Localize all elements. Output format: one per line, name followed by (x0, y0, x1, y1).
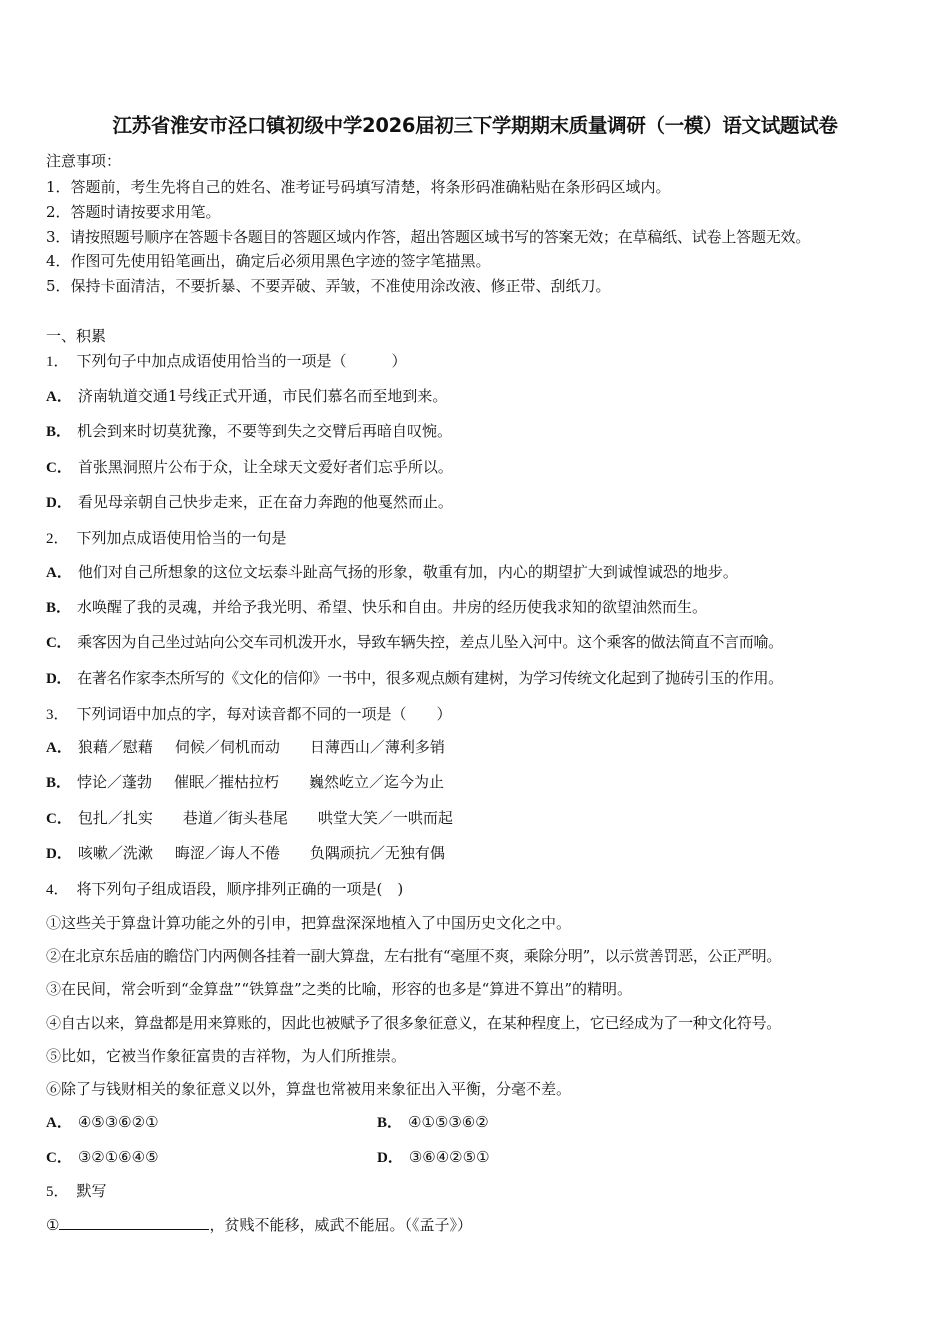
option-d (46, 492, 453, 513)
option-a (46, 737, 445, 758)
option-label: B． (46, 600, 72, 616)
option-text: 看见母亲朝自己快步走来，正在奋力奔跑的他戛然而止。 (77, 493, 453, 511)
notice-heading: 注意事项： (46, 152, 122, 170)
question-text: 下列句子中加点成语使用恰当的一项是（ ） (76, 352, 407, 370)
option-text: 济南轨道交通1号线正式开通，市民们慕名而至地到来。 (77, 387, 448, 405)
notice-item: 3．请按照题号顺序在答题卡各题目的答题区域内作答，超出答题区域书写的答案无效；在草稿纸、试卷上答题无效。 (46, 228, 811, 246)
question-stem (46, 1181, 107, 1202)
option-label: D． (46, 495, 72, 511)
option-a (46, 1112, 159, 1133)
question-number: 5． (46, 1184, 69, 1200)
question-stem (46, 704, 452, 725)
option-c (46, 632, 783, 653)
sentence: ②在北京东岳庙的瞻岱门内两侧各挂着一副大算盘，左右批有“毫厘不爽，乘除分明”，以示赏善罚恶，公正严明。 (46, 947, 782, 965)
option-a (46, 386, 447, 407)
option-part: 哄堂大笑／一哄而起 (317, 809, 453, 827)
option-text: 在著名作家李杰所写的《文化的信仰》一书中，很多观点颇有建树，为学习传统文化起到了抛砖引玉的作用。 (77, 669, 783, 687)
option-label: C． (46, 460, 72, 476)
option-label: B． (377, 1115, 403, 1131)
option-text: ④⑤③⑥②① (77, 1113, 159, 1131)
option-b (46, 421, 452, 442)
option-label: A． (46, 389, 72, 405)
option-text: ④①⑤③⑥② (408, 1113, 489, 1131)
fill-blank[interactable] (59, 1214, 209, 1230)
sentence: ①这些关于算盘计算功能之外的引申，把算盘深深地植入了中国历史文化之中。 (46, 914, 572, 932)
option-text: ③⑥④②⑤① (408, 1148, 490, 1166)
option-label: D． (46, 846, 72, 862)
option-b (46, 597, 707, 618)
page-title: 江苏省淮安市泾口镇初级中学2026届初三下学期期末质量调研（一模）语文试题试卷 (112, 114, 838, 137)
sentence: ⑤比如，它被当作象征富贵的吉祥物，为人们所推崇。 (46, 1047, 407, 1065)
option-text: ③②①⑥④⑤ (77, 1148, 159, 1166)
question-text: 下列加点成语使用恰当的一句是 (76, 529, 287, 547)
option-c (46, 808, 453, 829)
option-part: 咳嗽／洗漱 (77, 844, 153, 862)
question-text: 默写 (76, 1182, 107, 1200)
option-part: 包扎／扎实 (77, 809, 153, 827)
option-part: 晦涩／诲人不倦 (174, 844, 280, 862)
option-text: 机会到来时切莫犹豫，不要等到失之交臂后再暗自叹惋。 (77, 422, 453, 440)
option-label: C． (46, 1150, 72, 1166)
question-stem (46, 528, 287, 549)
option-part: 巷道／街头巷尾 (182, 809, 288, 827)
option-label: C． (46, 811, 72, 827)
sentence: ⑥除了与钱财相关的象征意义以外，算盘也常被用来象征出入平衡，分毫不差。 (46, 1080, 572, 1098)
option-text: 他们对自己所想象的这位文坛泰斗趾高气扬的形象，敬重有加，内心的期望扩大到诚惶诚恐的地步。 (77, 563, 738, 581)
option-part: 伺候／伺机而动 (174, 738, 280, 756)
option-part: 狼藉／慰藉 (77, 738, 153, 756)
notice-item: 2．答题时请按要求用笔。 (46, 203, 221, 221)
option-d (46, 843, 445, 864)
option-a (46, 562, 738, 583)
sentence: ④自古以来，算盘都是用来算账的，因此也被赋予了很多象征意义，在某种程度上，它已经成为了一种文化符号。 (46, 1014, 782, 1032)
option-label: D． (46, 671, 72, 687)
option-text: 水唤醒了我的灵魂，并给予我光明、希望、快乐和自由。井房的经历使我求知的欲望油然而生。 (77, 598, 708, 616)
option-part: 催眠／摧枯拉朽 (174, 773, 280, 791)
fill-line (46, 1214, 472, 1235)
option-c (46, 1147, 159, 1168)
section-heading: 一、积累 (46, 327, 107, 345)
question-text: 下列词语中加点的字，每对读音都不同的一项是（ ） (76, 705, 452, 723)
question-stem (46, 879, 403, 900)
option-label: A． (46, 1115, 72, 1131)
fill-text: ，贫贱不能移，威武不能屈。（《孟子》） (209, 1216, 472, 1234)
notice-item: 5．保持卡面清洁，不要折暴、不要弄破、弄皱，不准使用涂改液、修正带、刮纸刀。 (46, 277, 611, 295)
fill-marker: ① (46, 1216, 60, 1234)
option-part: 悖论／蓬勃 (77, 773, 153, 791)
option-label: B． (46, 775, 72, 791)
option-text: 首张黑洞照片公布于众，让全球天文爱好者们忘乎所以。 (77, 458, 453, 476)
question-number: 4． (46, 882, 69, 898)
question-number: 2． (46, 531, 69, 547)
option-part: 日薄西山／薄利多销 (309, 738, 445, 756)
notice-item: 1．答题前，考生先将自己的姓名、准考证号码填写清楚，将条形码准确粘贴在条形码区域内。 (46, 178, 671, 196)
option-part: 负隅顽抗／无独有偶 (309, 844, 445, 862)
option-d (377, 1147, 490, 1168)
option-label: B． (46, 424, 72, 440)
option-b (46, 772, 444, 793)
option-c (46, 457, 453, 478)
question-number: 3． (46, 707, 69, 723)
option-label: A． (46, 740, 72, 756)
option-label: D． (377, 1150, 403, 1166)
option-label: C． (46, 635, 72, 651)
notice-item: 4．作图可先使用铅笔画出，确定后必须用黑色字迹的签字笔描黑。 (46, 252, 491, 270)
option-b (377, 1112, 489, 1133)
question-number: 1． (46, 354, 69, 370)
option-d (46, 668, 783, 689)
option-label: A． (46, 565, 72, 581)
question-text: 将下列句子组成语段，顺序排列正确的一项是( ) (76, 880, 404, 898)
option-text: 乘客因为自己坐过站向公交车司机泼开水，导致车辆失控，差点儿坠入河中。这个乘客的做法简直不言而喻。 (77, 633, 783, 651)
question-stem (46, 351, 407, 372)
sentence: ③在民间，常会听到“金算盘”“铁算盘”之类的比喻，形容的也多是“算进不算出”的精明。 (46, 980, 633, 998)
option-part: 巍然屹立／迄今为止 (309, 773, 445, 791)
